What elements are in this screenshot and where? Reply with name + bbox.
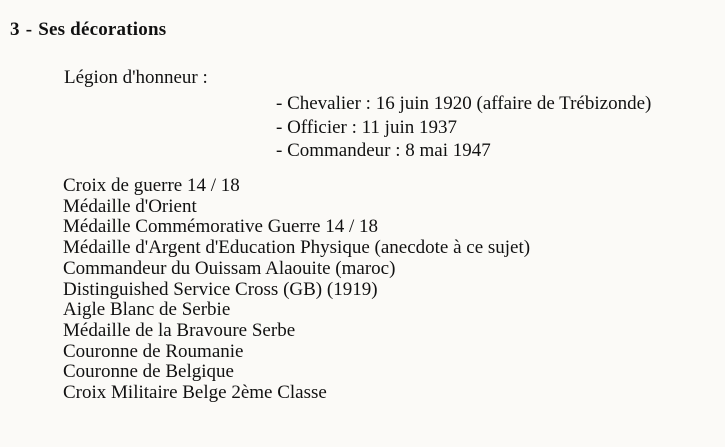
decoration-item: Croix de guerre 14 / 18 [63, 175, 240, 196]
decoration-item: Couronne de Belgique [63, 361, 234, 383]
section-title: Ses décorations [38, 19, 167, 40]
decoration-item: Médaille d'Orient [63, 195, 197, 217]
legion-honneur-grades [276, 92, 651, 163]
grade-officier: - Officier : 11 juin 1937 [276, 116, 457, 138]
decoration-item: Médaille de la Bravoure Serbe [63, 319, 296, 341]
decorations-list [63, 176, 530, 404]
decoration-item: Couronne de Roumanie [63, 340, 244, 362]
decoration-item: Médaille Commémorative Guerre 14 / 18 [63, 216, 378, 238]
decoration-item: Distinguished Service Cross (GB) (1919) [63, 278, 378, 300]
grade-commandeur: - Commandeur : 8 mai 1947 [276, 140, 491, 161]
legion-honneur-label: Légion d'honneur : [64, 67, 208, 88]
section-dash: - [25, 19, 33, 40]
section-number: 3 [10, 19, 20, 40]
decoration-item: Aigle Blanc de Serbie [63, 299, 231, 321]
section-heading [10, 19, 166, 41]
decoration-item: Croix Militaire Belge 2ème Classe [63, 382, 327, 404]
decoration-item: Médaille d'Argent d'Education Physique (anecdote à ce sujet) [63, 237, 531, 259]
decoration-item: Commandeur du Ouissam Alaouite (maroc) [63, 257, 396, 279]
grade-chevalier: - Chevalier : 16 juin 1920 (affaire de Trébizonde) [276, 93, 652, 114]
